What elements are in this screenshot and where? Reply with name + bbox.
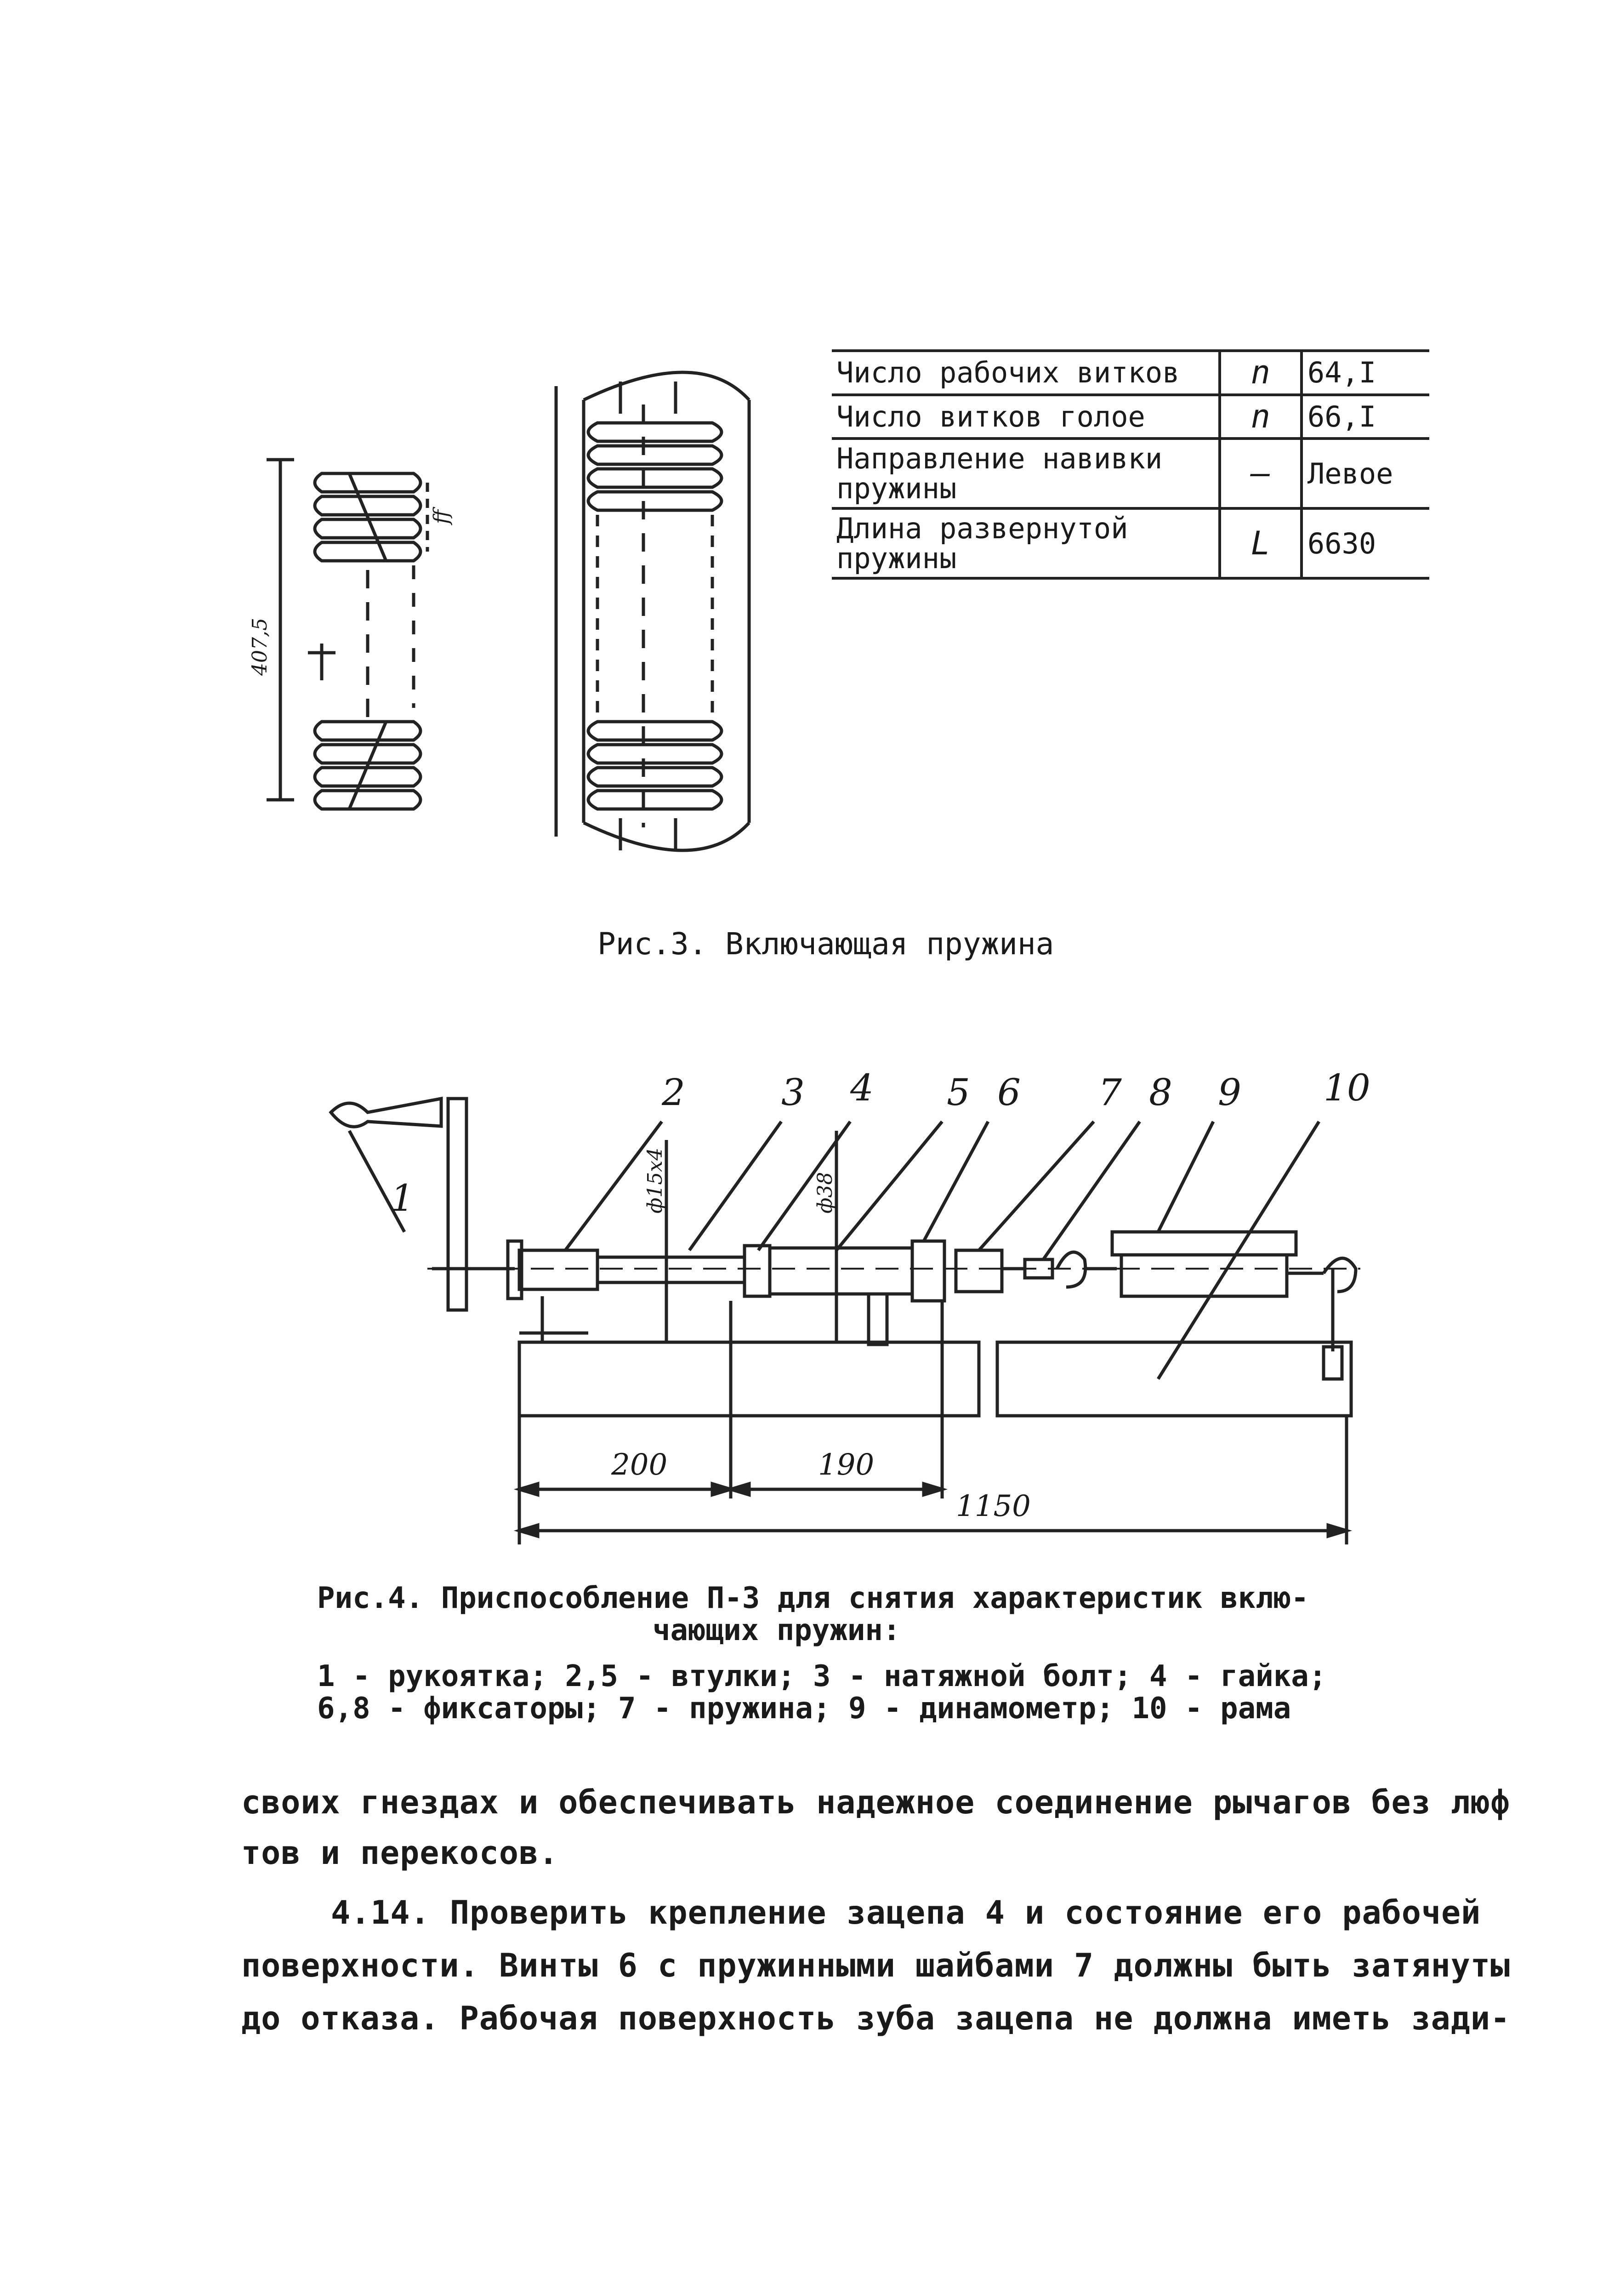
- fig4-legend-line2: 6,8 - фиксаторы; 7 - пружина; 9 - динамометр; 10 - рама: [317, 1692, 1291, 1726]
- callout-10: 10: [1324, 1066, 1370, 1109]
- callout-4: 4: [850, 1066, 874, 1109]
- callout-5: 5: [947, 1071, 970, 1114]
- body-line-1: своих гнездах и обеспечивать надежное соединение рычагов без люф: [241, 1783, 1511, 1821]
- dim-dia-38: ф38: [813, 1172, 837, 1214]
- fig4-caption-line2: чающих пружин:: [653, 1613, 901, 1647]
- body-line-2: тов и перекосов.: [241, 1834, 559, 1872]
- spec-value: 6630: [1302, 508, 1429, 578]
- callout-1: 1: [391, 1177, 414, 1219]
- fig4-legend-line1: 1 - рукоятка; 2,5 - втулки; 3 - натяжной болт; 4 - гайка;: [317, 1659, 1327, 1693]
- body-line-4: поверхности. Винты 6 с пружинными шайбами 7 должны быть затянуты: [241, 1947, 1511, 1984]
- fig3-caption: Рис.3. Включающая пружина: [597, 926, 1054, 962]
- callout-8: 8: [1149, 1071, 1172, 1114]
- dim-1150: 1150: [956, 1489, 1031, 1523]
- dim-190: 190: [818, 1448, 875, 1482]
- dim-200: 200: [611, 1448, 668, 1482]
- callout-6: 6: [997, 1071, 1021, 1114]
- spec-name: Направление навивки пружины: [832, 439, 1220, 508]
- fig3-dimension-label: 407,5: [248, 618, 272, 676]
- spec-symbol: L: [1220, 508, 1302, 578]
- spec-symbol: –: [1220, 439, 1302, 508]
- callout-2: 2: [662, 1071, 685, 1114]
- spec-name: Число витков голое: [832, 395, 1220, 439]
- callout-7: 7: [1098, 1071, 1122, 1114]
- callout-3: 3: [781, 1071, 805, 1114]
- spec-name: Длина развернутой пружины: [832, 508, 1220, 578]
- spec-value: 64,I: [1302, 351, 1429, 395]
- callout-9: 9: [1218, 1071, 1241, 1114]
- dim-dia-15x4: ф15x4: [643, 1147, 667, 1214]
- spec-symbol: n: [1220, 351, 1302, 395]
- spec-name: Число рабочих витков: [832, 351, 1220, 395]
- body-line-5: до отказа. Рабочая поверхность зуба зацепа не должна иметь зади-: [241, 2000, 1511, 2037]
- spec-symbol: n: [1220, 395, 1302, 439]
- spec-value: 66,I: [1302, 395, 1429, 439]
- body-line-3: 4.14. Проверить крепление зацепа 4 и состояние его рабочей: [331, 1894, 1481, 1931]
- fig4-caption-line1: Рис.4. Приспособление П-3 для снятия характеристик вклю-: [317, 1581, 1309, 1615]
- spec-value: Левое: [1302, 439, 1429, 508]
- fig3-small-label: ff: [430, 509, 453, 524]
